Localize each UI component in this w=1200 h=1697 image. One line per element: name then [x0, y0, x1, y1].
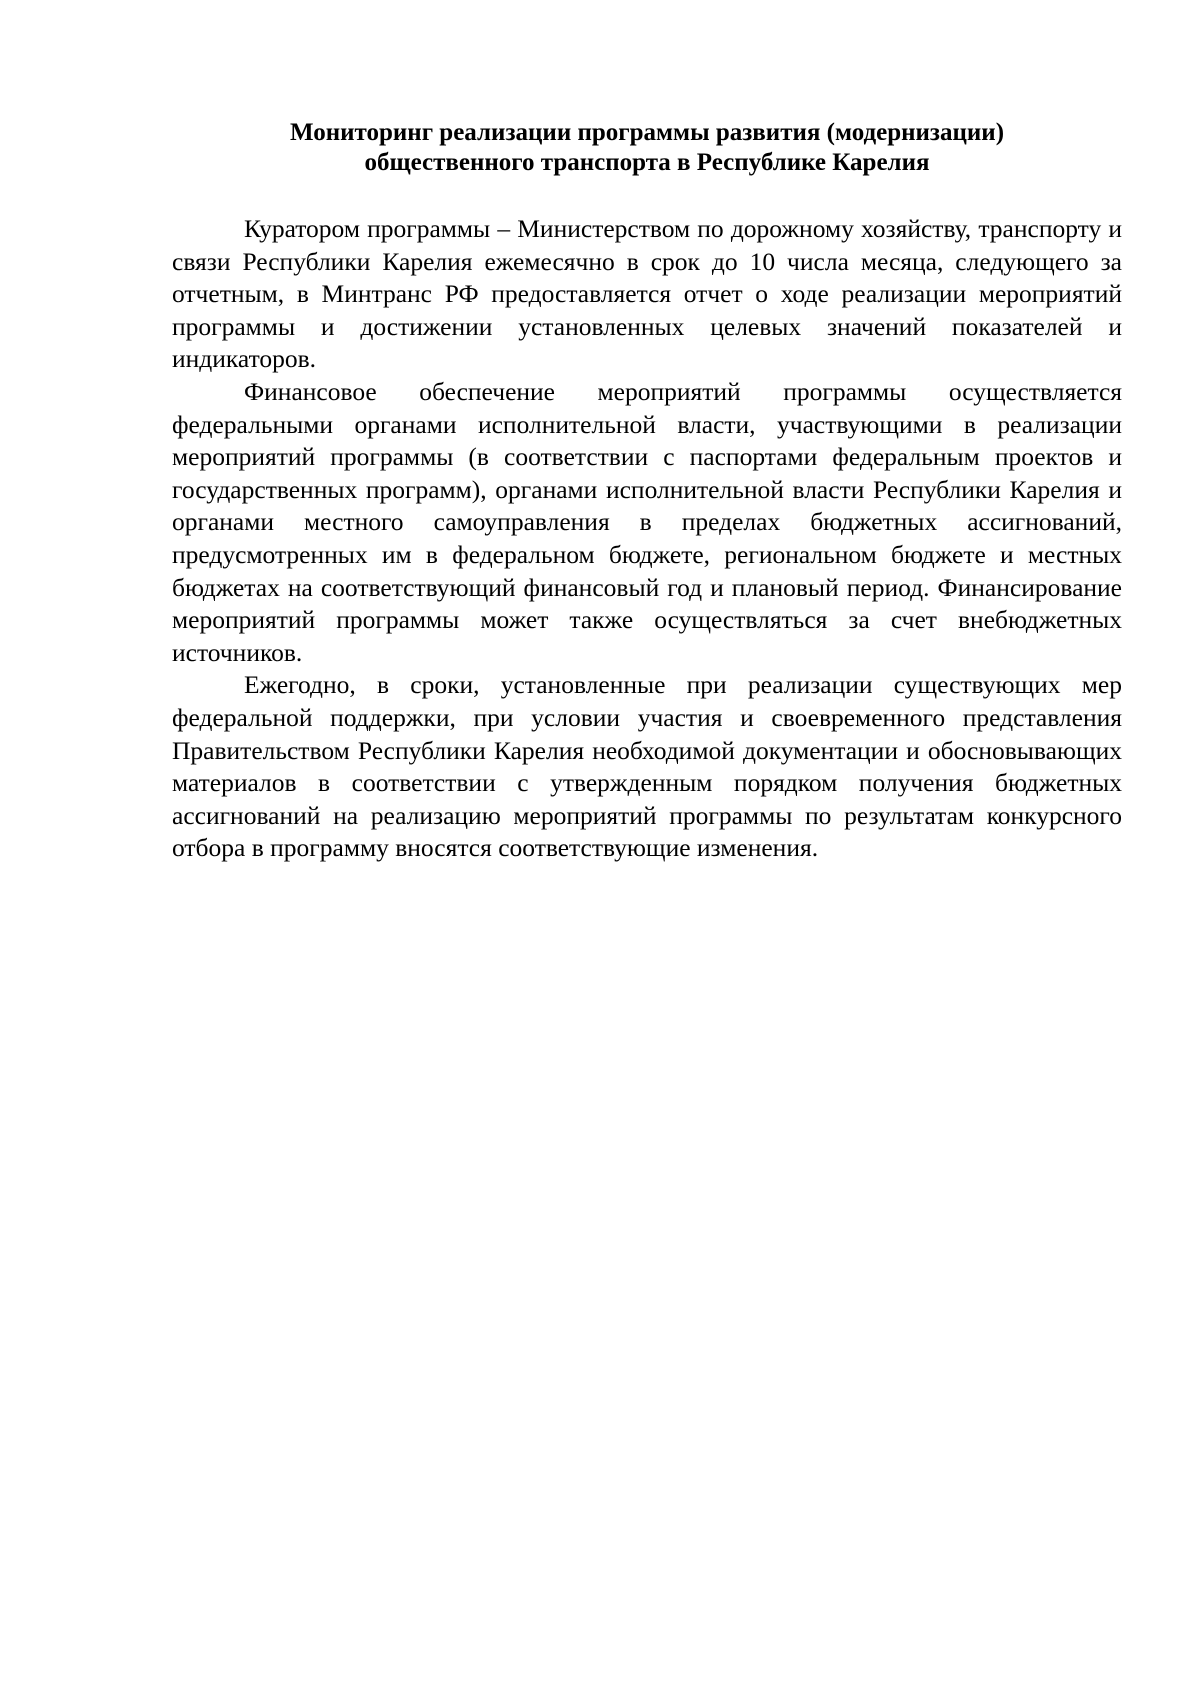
paragraph-curator-report: Куратором программы – Министерством по дорожному хозяйству, транспорту и связи Республики Карелия ежемесячно в срок до 10 числа месяца, следующего за отчетным, в Минтранс РФ предоставляется отчет о ходе реализации мероприятий программы и достижении установленных целевых значений показателей и индикаторов. [172, 214, 1122, 374]
paragraph-financing: Финансовое обеспечение мероприятий программы осуществляется федеральными органами исполнительной власти, участвующими в реализации мероприятий программы (в соответствии с паспортами федеральным проектов и государственных программ), органами исполнительной власти Республики Карелия и органами местного самоуправления в пределах бюджетных ассигнований, предусмотренных им в федеральном бюджете, региональном бюджете и местных бюджетах на соответствующий финансовый год и плановый период. Финансирование мероприятий программы может также осуществляться за счет внебюджетных источников. [172, 376, 1122, 667]
document-title [172, 118, 1122, 178]
title-line-2: общественного транспорта в Республике Карелия [364, 149, 930, 176]
document-body [172, 213, 1122, 865]
title-line-1: Мониторинг реализации программы развития (модернизации) [289, 119, 1005, 146]
paragraph-annual-changes: Ежегодно, в сроки, установленные при реализации существующих мер федеральной поддержки, при условии участия и своевременного представления Правительством Республики Карелия необходимой документации и обосновывающих материалов в соответствии с утвержденным порядком получения бюджетных ассигнований на реализацию мероприятий программы по результатам конкурсного отбора в программу вносятся соответствующие изменения. [172, 670, 1122, 863]
